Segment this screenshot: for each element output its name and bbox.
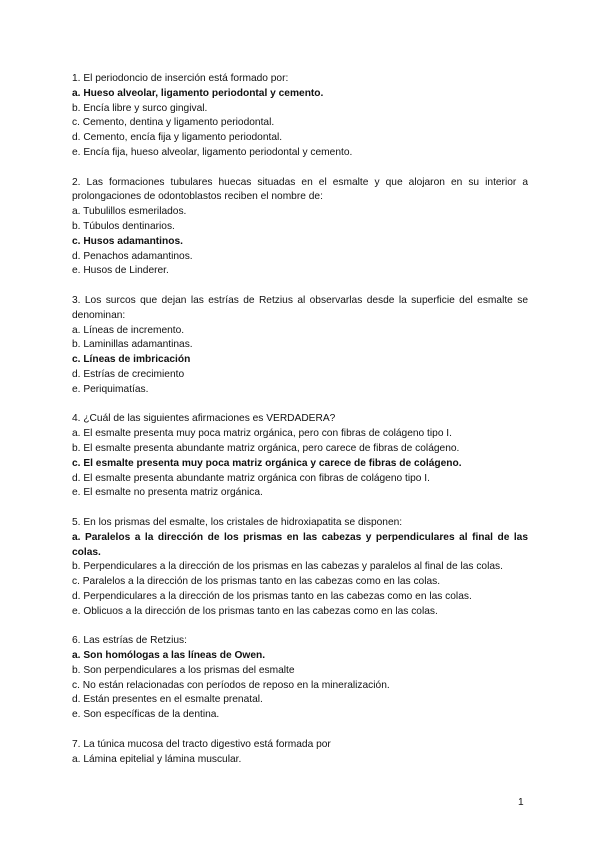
question-1: [72, 72, 528, 161]
question-3: [72, 294, 528, 398]
answer-option: d. Perpendiculares a la dirección de los prismas tanto en las cabezas como en las colas.: [72, 590, 472, 602]
answer-option: d. El esmalte presenta abundante matriz orgánica con fibras de colágeno tipo I.: [72, 472, 430, 484]
answer-option: b. Encía libre y surco gingival.: [72, 102, 208, 114]
question-4: [72, 412, 528, 501]
question-stem: 7. La túnica mucosa del tracto digestivo está formada por: [72, 738, 331, 750]
answer-option: c. Paralelos a la dirección de los prismas tanto en las cabezas como en las colas.: [72, 576, 441, 588]
question-2: [72, 176, 528, 280]
answer-option: a. Líneas de incremento.: [72, 324, 185, 336]
question-stem: 5. En los prismas del esmalte, los cristales de hidroxiapatita se disponen:: [72, 516, 403, 528]
answer-option: e. Periquimatías.: [72, 383, 149, 395]
answer-option: a. Tubulillos esmerilados.: [72, 206, 187, 218]
answer-option: d. Penachos adamantinos.: [72, 250, 193, 262]
answer-option: a. Son homólogas a las líneas de Owen.: [72, 650, 266, 662]
question-7: [72, 738, 528, 768]
page-number: 1: [518, 797, 524, 808]
answer-option: e. Oblicuos a la dirección de los prismas tanto en las cabezas como en las colas.: [72, 605, 438, 617]
answer-option: b. El esmalte presenta abundante matriz orgánica, pero carece de fibras de colágeno.: [72, 442, 460, 454]
question-stem: 4. ¿Cuál de las siguientes afirmaciones es VERDADERA?: [72, 413, 336, 425]
question-stem: 1. El periodoncio de inserción está formado por:: [72, 73, 289, 84]
question-stem: 6. Las estrías de Retzius:: [72, 635, 187, 647]
answer-option: b. Perpendiculares a la dirección de los prismas en las cabezas y paralelos al final de las colas.: [72, 561, 503, 573]
answer-option: e. Husos de Linderer.: [72, 265, 169, 277]
answer-option: e. El esmalte no presenta matriz orgánica.: [72, 487, 263, 499]
document-page: [72, 72, 528, 782]
answer-option: b. Túbulos dentinarios.: [72, 220, 175, 232]
answer-option: a. El esmalte presenta muy poca matriz orgánica, pero con fibras de colágeno tipo I.: [72, 428, 452, 440]
question-6: [72, 634, 528, 723]
question-stem: 2. Las formaciones tubulares huecas situadas en el esmalte y que alojaron en su interior a prolongaciones de odontoblastos reciben el nombre de:: [72, 176, 528, 203]
question-5: [72, 516, 528, 620]
answer-option: b. Laminillas adamantinas.: [72, 339, 193, 351]
question-stem: 3. Los surcos que dejan las estrías de Retzius al observarlas desde la superficie del esmalte se denominan:: [72, 294, 528, 321]
answer-option: a. Hueso alveolar, ligamento periodontal y cemento.: [72, 87, 324, 99]
answer-option: d. Estrías de crecimiento: [72, 368, 185, 380]
answer-option: e. Encía fija, hueso alveolar, ligamento periodontal y cemento.: [72, 146, 353, 158]
answer-option: c. Cemento, dentina y ligamento periodontal.: [72, 117, 275, 129]
answer-option: b. Son perpendiculares a los prismas del esmalte: [72, 664, 295, 676]
answer-option: c. Líneas de imbricación: [72, 354, 191, 366]
answer-option: c. Husos adamantinos.: [72, 235, 183, 247]
answer-option: e. Son específicas de la dentina.: [72, 709, 220, 721]
answer-option: c. No están relacionadas con períodos de reposo en la mineralización.: [72, 679, 390, 691]
answer-option: c. El esmalte presenta muy poca matriz orgánica y carece de fibras de colágeno.: [72, 457, 462, 469]
answer-option: a. Lámina epitelial y lámina muscular.: [72, 753, 242, 765]
answer-option: d. Cemento, encía fija y ligamento periodontal.: [72, 132, 283, 144]
answer-option: d. Están presentes en el esmalte prenatal.: [72, 694, 263, 706]
answer-option: a. Paralelos a la dirección de los prismas en las cabezas y perpendiculares al final de las colas.: [72, 531, 528, 558]
